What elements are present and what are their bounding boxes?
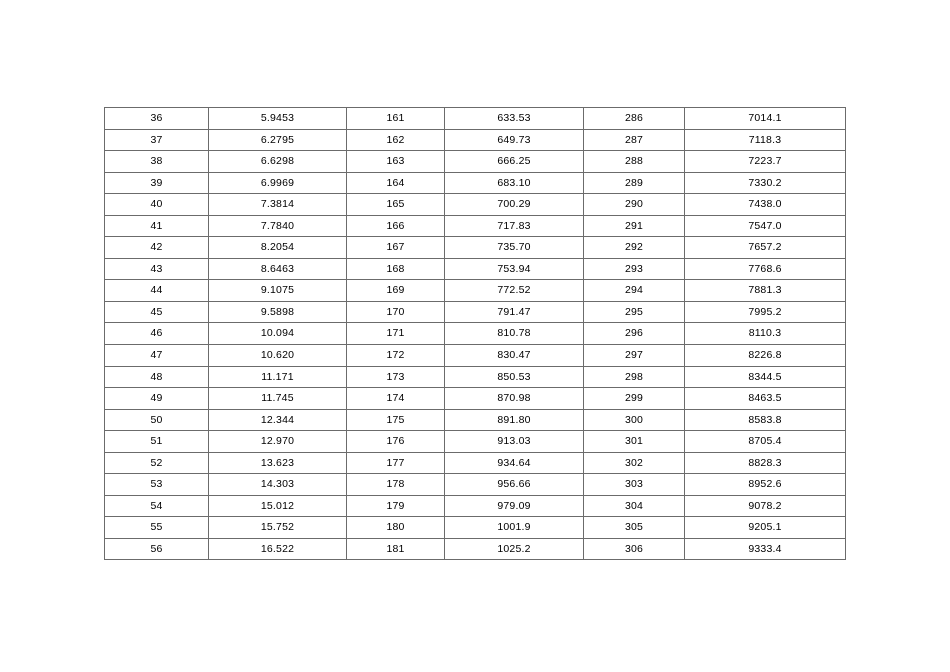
table-cell-group-c-value: 7438.0 — [685, 194, 846, 216]
table-cell-group-b-value: 979.09 — [445, 495, 584, 517]
table-cell-group-c-index: 300 — [584, 409, 685, 431]
table-row — [105, 108, 846, 130]
table-cell-group-a-value: 6.6298 — [209, 151, 347, 173]
table-cell-group-b-value: 717.83 — [445, 215, 584, 237]
table-cell-group-c-index: 299 — [584, 388, 685, 410]
table-cell-group-b-value: 870.98 — [445, 388, 584, 410]
table-cell-group-b-index: 175 — [347, 409, 445, 431]
table-cell-group-c-index: 301 — [584, 431, 685, 453]
table-cell-group-a-index: 37 — [105, 129, 209, 151]
table-cell-group-b-value: 772.52 — [445, 280, 584, 302]
table-cell-group-a-value: 13.623 — [209, 452, 347, 474]
table-cell-group-b-value: 830.47 — [445, 345, 584, 367]
table-cell-group-c-value: 8583.8 — [685, 409, 846, 431]
table-cell-group-a-value: 8.6463 — [209, 258, 347, 280]
table-cell-group-a-index: 36 — [105, 108, 209, 130]
table-cell-group-c-value: 8226.8 — [685, 345, 846, 367]
table-cell-group-c-value: 7881.3 — [685, 280, 846, 302]
table-cell-group-a-index: 55 — [105, 517, 209, 539]
table-cell-group-c-index: 294 — [584, 280, 685, 302]
table-cell-group-a-value: 10.620 — [209, 345, 347, 367]
table-cell-group-c-index: 287 — [584, 129, 685, 151]
table-cell-group-a-value: 9.5898 — [209, 301, 347, 323]
table-cell-group-a-index: 44 — [105, 280, 209, 302]
table-cell-group-a-value: 11.171 — [209, 366, 347, 388]
table-cell-group-c-index: 295 — [584, 301, 685, 323]
table-cell-group-b-value: 735.70 — [445, 237, 584, 259]
table-cell-group-b-index: 166 — [347, 215, 445, 237]
table-cell-group-a-index: 43 — [105, 258, 209, 280]
table-cell-group-b-value: 1001.9 — [445, 517, 584, 539]
table-cell-group-c-index: 303 — [584, 474, 685, 496]
table-row — [105, 517, 846, 539]
table-cell-group-a-index: 41 — [105, 215, 209, 237]
table-cell-group-c-index: 293 — [584, 258, 685, 280]
table-cell-group-c-value: 7657.2 — [685, 237, 846, 259]
table-row — [105, 323, 846, 345]
table-cell-group-b-index: 181 — [347, 538, 445, 560]
table-cell-group-b-value: 700.29 — [445, 194, 584, 216]
table-cell-group-b-index: 173 — [347, 366, 445, 388]
table-cell-group-c-index: 302 — [584, 452, 685, 474]
table-row — [105, 409, 846, 431]
table-cell-group-a-value: 6.9969 — [209, 172, 347, 194]
table-cell-group-c-value: 7995.2 — [685, 301, 846, 323]
table-cell-group-a-value: 15.012 — [209, 495, 347, 517]
table-cell-group-c-value: 9078.2 — [685, 495, 846, 517]
table-cell-group-b-index: 164 — [347, 172, 445, 194]
table-cell-group-c-value: 8952.6 — [685, 474, 846, 496]
table-cell-group-c-value: 8110.3 — [685, 323, 846, 345]
table-row — [105, 366, 846, 388]
table-row — [105, 495, 846, 517]
table-cell-group-a-index: 51 — [105, 431, 209, 453]
table-cell-group-c-index: 304 — [584, 495, 685, 517]
table-row — [105, 172, 846, 194]
table-cell-group-a-index: 42 — [105, 237, 209, 259]
table-cell-group-b-value: 891.80 — [445, 409, 584, 431]
table-cell-group-a-value: 6.2795 — [209, 129, 347, 151]
table-cell-group-c-index: 286 — [584, 108, 685, 130]
table-cell-group-c-index: 289 — [584, 172, 685, 194]
table-cell-group-c-value: 8463.5 — [685, 388, 846, 410]
table-cell-group-b-value: 683.10 — [445, 172, 584, 194]
table-cell-group-a-value: 12.344 — [209, 409, 347, 431]
table-row — [105, 474, 846, 496]
table-cell-group-c-value: 9205.1 — [685, 517, 846, 539]
table-cell-group-a-index: 48 — [105, 366, 209, 388]
table-cell-group-c-value: 7014.1 — [685, 108, 846, 130]
table-cell-group-c-value: 8828.3 — [685, 452, 846, 474]
table-cell-group-b-index: 172 — [347, 345, 445, 367]
table-row — [105, 301, 846, 323]
table-cell-group-a-index: 45 — [105, 301, 209, 323]
table-cell-group-c-index: 298 — [584, 366, 685, 388]
table-cell-group-c-index: 292 — [584, 237, 685, 259]
table-cell-group-a-value: 9.1075 — [209, 280, 347, 302]
table-cell-group-a-value: 11.745 — [209, 388, 347, 410]
table-cell-group-b-index: 168 — [347, 258, 445, 280]
table-cell-group-c-value: 9333.4 — [685, 538, 846, 560]
table-cell-group-b-index: 169 — [347, 280, 445, 302]
table-cell-group-b-value: 810.78 — [445, 323, 584, 345]
table-cell-group-a-value: 7.3814 — [209, 194, 347, 216]
table-cell-group-b-index: 171 — [347, 323, 445, 345]
table-cell-group-a-value: 12.970 — [209, 431, 347, 453]
table-cell-group-a-index: 39 — [105, 172, 209, 194]
table-cell-group-a-index: 47 — [105, 345, 209, 367]
table-cell-group-c-index: 297 — [584, 345, 685, 367]
table-row — [105, 215, 846, 237]
table-cell-group-b-value: 1025.2 — [445, 538, 584, 560]
table-cell-group-b-value: 649.73 — [445, 129, 584, 151]
table-cell-group-a-index: 54 — [105, 495, 209, 517]
table-cell-group-a-index: 38 — [105, 151, 209, 173]
table-cell-group-c-index: 290 — [584, 194, 685, 216]
table-cell-group-b-index: 162 — [347, 129, 445, 151]
table-row — [105, 258, 846, 280]
table-cell-group-b-value: 791.47 — [445, 301, 584, 323]
table-cell-group-b-index: 176 — [347, 431, 445, 453]
table-cell-group-c-value: 8344.5 — [685, 366, 846, 388]
table-cell-group-c-value: 7223.7 — [685, 151, 846, 173]
table-row — [105, 345, 846, 367]
table-cell-group-b-index: 167 — [347, 237, 445, 259]
table-cell-group-c-index: 306 — [584, 538, 685, 560]
table-cell-group-c-value: 7118.3 — [685, 129, 846, 151]
table-cell-group-c-index: 296 — [584, 323, 685, 345]
table-row — [105, 129, 846, 151]
table-cell-group-a-value: 15.752 — [209, 517, 347, 539]
table-cell-group-a-value: 10.094 — [209, 323, 347, 345]
table-cell-group-a-index: 46 — [105, 323, 209, 345]
table-cell-group-c-index: 305 — [584, 517, 685, 539]
table-cell-group-a-index: 53 — [105, 474, 209, 496]
table-cell-group-b-index: 161 — [347, 108, 445, 130]
table-cell-group-a-value: 16.522 — [209, 538, 347, 560]
table-cell-group-a-value: 7.7840 — [209, 215, 347, 237]
table-cell-group-b-value: 913.03 — [445, 431, 584, 453]
table-body — [105, 108, 846, 560]
table-cell-group-b-index: 165 — [347, 194, 445, 216]
table-cell-group-a-value: 5.9453 — [209, 108, 347, 130]
table-cell-group-b-value: 934.64 — [445, 452, 584, 474]
table-cell-group-a-index: 56 — [105, 538, 209, 560]
table-cell-group-a-index: 40 — [105, 194, 209, 216]
table-row — [105, 194, 846, 216]
table-cell-group-b-value: 956.66 — [445, 474, 584, 496]
table-cell-group-a-index: 50 — [105, 409, 209, 431]
table-cell-group-c-value: 7547.0 — [685, 215, 846, 237]
table-cell-group-b-index: 163 — [347, 151, 445, 173]
table-cell-group-b-index: 178 — [347, 474, 445, 496]
table-cell-group-b-value: 850.53 — [445, 366, 584, 388]
table-cell-group-b-index: 170 — [347, 301, 445, 323]
data-table — [104, 107, 846, 560]
table-row — [105, 237, 846, 259]
table-row — [105, 280, 846, 302]
table-cell-group-b-index: 177 — [347, 452, 445, 474]
table-cell-group-b-value: 666.25 — [445, 151, 584, 173]
table-cell-group-c-index: 291 — [584, 215, 685, 237]
table-row — [105, 151, 846, 173]
table-cell-group-c-index: 288 — [584, 151, 685, 173]
table-cell-group-b-index: 179 — [347, 495, 445, 517]
table-row — [105, 538, 846, 560]
table-row — [105, 431, 846, 453]
table-cell-group-c-value: 8705.4 — [685, 431, 846, 453]
table-cell-group-c-value: 7768.6 — [685, 258, 846, 280]
table-cell-group-a-value: 14.303 — [209, 474, 347, 496]
table-row — [105, 388, 846, 410]
table-cell-group-b-index: 174 — [347, 388, 445, 410]
table-cell-group-b-value: 633.53 — [445, 108, 584, 130]
table-cell-group-a-index: 52 — [105, 452, 209, 474]
table-cell-group-b-index: 180 — [347, 517, 445, 539]
table-cell-group-a-index: 49 — [105, 388, 209, 410]
table-cell-group-b-value: 753.94 — [445, 258, 584, 280]
table-row — [105, 452, 846, 474]
table-cell-group-a-value: 8.2054 — [209, 237, 347, 259]
table-cell-group-c-value: 7330.2 — [685, 172, 846, 194]
